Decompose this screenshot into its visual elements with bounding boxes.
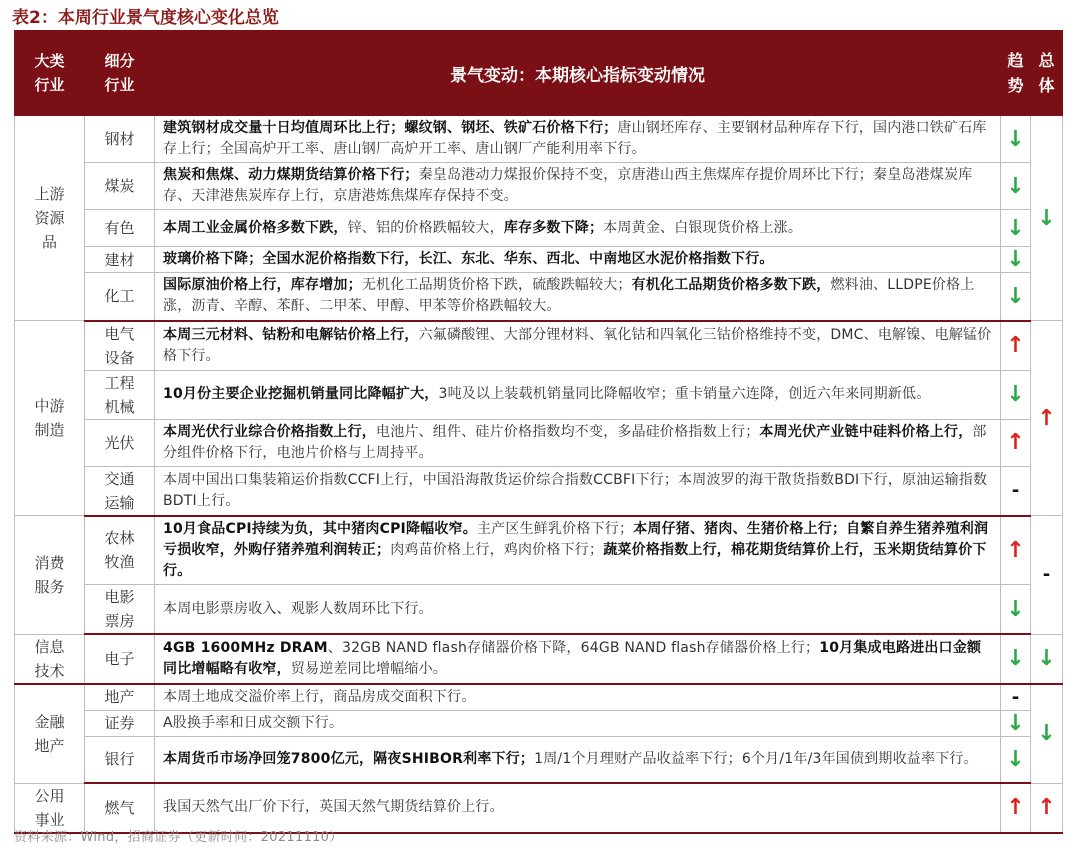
description-cell bbox=[155, 684, 1001, 711]
subcategory-label: 化工 bbox=[104, 287, 135, 306]
category-label: 信息 bbox=[34, 637, 65, 656]
trend-down-icon: ↓ bbox=[1001, 273, 1031, 321]
highlight-text: 有机化工品期货价格多数下跌， bbox=[631, 277, 831, 294]
description-text: 1周/1个月理财产品收益率下行；6个月/1年/3年国债到期收益率下行。 bbox=[534, 750, 978, 767]
subcategory-label: 地产 bbox=[104, 688, 135, 706]
category-cell bbox=[15, 321, 85, 516]
subcategory-label: 银行 bbox=[104, 750, 135, 769]
highlight-text: 建筑钢材成交量十日均值周环比上行；螺纹钢、钢坯、铁矿石价格下行； bbox=[163, 120, 618, 136]
subcategory-cell bbox=[85, 163, 155, 210]
table-row bbox=[15, 370, 1063, 419]
overall-flat-icon: - bbox=[1031, 516, 1063, 635]
description-text: 、32GB NAND flash存储器价格下降，64GB NAND flash存储器价格上行； bbox=[327, 639, 820, 656]
subcategory-label: 燃气 bbox=[104, 798, 135, 817]
overall-up-icon: ↑ bbox=[1031, 783, 1063, 833]
table-row bbox=[15, 210, 1063, 247]
category-label: 资源 bbox=[34, 209, 65, 227]
trend-up-icon: ↑ bbox=[1001, 419, 1031, 466]
subcategory-label: 建材 bbox=[104, 250, 135, 269]
subcategory-label: 牧渔 bbox=[104, 553, 135, 572]
category-label: 制造 bbox=[34, 421, 65, 439]
overall-up-icon: ↑ bbox=[1031, 321, 1063, 516]
highlight-text: 4GB 1600MHz DRAM bbox=[163, 639, 328, 656]
description-text: 本周电影票房收入、观影人数周环比下行。 bbox=[163, 600, 433, 617]
trend-down-icon: ↓ bbox=[1001, 210, 1031, 247]
highlight-text: 本周光伏产业链中硅料价格上行， bbox=[759, 423, 973, 440]
trend-up-icon: ↑ bbox=[1001, 321, 1031, 371]
header-category: 大类 行业 bbox=[15, 31, 85, 116]
table-row bbox=[15, 163, 1063, 210]
subcategory-cell bbox=[85, 585, 155, 635]
table-row bbox=[15, 116, 1063, 163]
description-text: 贸易逆差同比增幅缩小。 bbox=[290, 660, 448, 677]
description-cell bbox=[155, 516, 1001, 585]
overall-down-icon: ↓ bbox=[1031, 684, 1063, 784]
category-label: 金融 bbox=[34, 712, 65, 731]
header-main: 景气变动：本期核心指标变动情况 bbox=[155, 31, 1001, 116]
highlight-text: 本周货币市场净回笼7800亿元，隔夜SHIBOR利率下行； bbox=[163, 750, 535, 767]
highlight-text: 本周仔猪、猪肉、生猪价格上行；自繁自养生猪养殖利润亏损收窄，外购仔猪养殖利润转正； bbox=[163, 520, 989, 558]
subcategory-cell bbox=[85, 634, 155, 684]
description-cell bbox=[155, 466, 1001, 516]
category-label: 技术 bbox=[34, 661, 65, 680]
highlight-text: 10月集成电路进出口金额同比增幅略有收窄， bbox=[163, 639, 982, 677]
trend-up-icon: ↑ bbox=[1001, 783, 1031, 833]
subcategory-label: 电气 bbox=[104, 324, 135, 343]
overall-down-icon: ↓ bbox=[1031, 634, 1063, 684]
highlight-text: 国际原油价格上行，库存增加； bbox=[163, 277, 362, 294]
description-text: 本周土地成交溢价率上行，商品房成交面积下行。 bbox=[163, 688, 476, 705]
highlight-text: 玻璃价格下降；全国水泥价格指数下行，长江、东北、华东、西北、中南地区水泥价格指数下行。 bbox=[163, 251, 774, 267]
category-label: 消费 bbox=[34, 553, 65, 572]
category-label: 服务 bbox=[34, 577, 65, 596]
trend-down-icon: ↓ bbox=[1001, 163, 1031, 210]
table-row bbox=[15, 684, 1063, 711]
highlight-text: 本周工业金属价格多数下跌， bbox=[163, 219, 348, 236]
highlight-text: 焦炭和焦煤、动力煤期货结算价格下行； bbox=[163, 167, 419, 183]
subcategory-cell bbox=[85, 370, 155, 419]
highlight-text: 库存多数下降； bbox=[503, 219, 604, 236]
category-cell bbox=[15, 116, 85, 321]
trend-down-icon: ↓ bbox=[1001, 634, 1031, 684]
description-cell bbox=[155, 273, 1001, 321]
description-text: 我国天然气出厂价下行，英国天然气期货结算价上行。 bbox=[163, 799, 504, 816]
description-text: 本周黄金、白银现货价格上涨。 bbox=[603, 219, 803, 236]
category-label: 品 bbox=[41, 233, 57, 251]
subcategory-label: 工程 bbox=[104, 373, 135, 392]
subcategory-label: 机械 bbox=[104, 397, 135, 416]
table-row bbox=[15, 736, 1063, 783]
description-cell bbox=[155, 247, 1001, 273]
header-subcategory: 细分 行业 bbox=[85, 31, 155, 116]
table-row bbox=[15, 247, 1063, 273]
description-text: 主产区生鲜乳价格下行； bbox=[476, 520, 634, 537]
category-label: 上游 bbox=[34, 185, 65, 203]
header-row bbox=[15, 31, 1063, 116]
subcategory-label: 钢材 bbox=[104, 130, 135, 148]
subcategory-cell bbox=[85, 466, 155, 516]
description-text: 3吨及以上装载机销量同比降幅收窄；重卡销量六连降，创近六年来同期新低。 bbox=[438, 386, 931, 402]
subcategory-label: 证券 bbox=[104, 714, 135, 732]
table-row bbox=[15, 466, 1063, 516]
trend-down-icon: ↓ bbox=[1001, 710, 1031, 736]
subcategory-cell bbox=[85, 516, 155, 585]
category-cell bbox=[15, 684, 85, 784]
description-text: 部分组件价格下行，电池片价格与上周持平。 bbox=[163, 423, 987, 461]
trend-down-icon: ↓ bbox=[1001, 736, 1031, 783]
description-cell bbox=[155, 116, 1001, 163]
category-label: 公用 bbox=[34, 786, 65, 805]
table-body bbox=[15, 116, 1063, 833]
table-row bbox=[15, 585, 1063, 635]
subcategory-cell bbox=[85, 684, 155, 711]
highlight-text: 本周三元材料、钴粉和电解钴价格上行， bbox=[163, 326, 419, 343]
description-cell bbox=[155, 210, 1001, 247]
subcategory-label: 运输 bbox=[104, 493, 135, 512]
highlight-text: 本周光伏行业综合价格指数上行， bbox=[163, 423, 376, 440]
subcategory-label: 有色 bbox=[104, 219, 135, 237]
table-row bbox=[15, 419, 1063, 466]
category-cell bbox=[15, 516, 85, 635]
description-text: 锌、铝的价格跌幅较大， bbox=[347, 219, 504, 236]
trend-down-icon: ↓ bbox=[1001, 247, 1031, 273]
table-title: 表2：本周行业景气度核心变化总览 bbox=[12, 8, 279, 28]
trend-down-icon: ↓ bbox=[1001, 585, 1031, 635]
highlight-text: 蔬菜价格指数上行，棉花期货结算价上行，玉米期货结算价下行。 bbox=[163, 541, 987, 579]
industry-table bbox=[14, 30, 1063, 834]
subcategory-label: 电子 bbox=[104, 649, 135, 668]
subcategory-label: 电影 bbox=[104, 588, 135, 606]
description-cell bbox=[155, 736, 1001, 783]
subcategory-label: 煤炭 bbox=[104, 177, 135, 195]
table-row bbox=[15, 321, 1063, 371]
description-cell bbox=[155, 634, 1001, 684]
description-cell bbox=[155, 710, 1001, 736]
description-text: 秦皇岛港动力煤报价保持不变，京唐港山西主焦煤库存提价周环比下行；秦皇岛港煤炭库存、天津港焦炭库存上行，京唐港炼焦煤库存保持不变。 bbox=[163, 167, 973, 204]
category-label: 事业 bbox=[34, 810, 65, 829]
table-row bbox=[15, 634, 1063, 684]
subcategory-label: 交通 bbox=[104, 469, 135, 488]
subcategory-label: 设备 bbox=[104, 348, 135, 367]
subcategory-cell bbox=[85, 321, 155, 371]
subcategory-cell bbox=[85, 210, 155, 247]
subcategory-cell bbox=[85, 116, 155, 163]
category-label: 中游 bbox=[34, 397, 65, 415]
table-row bbox=[15, 710, 1063, 736]
subcategory-label: 票房 bbox=[104, 612, 135, 630]
overall-down-icon: ↓ bbox=[1031, 116, 1063, 321]
source-note: 资料来源：Wind，招商证券（更新时间：20211110） bbox=[14, 830, 343, 845]
category-cell bbox=[15, 634, 85, 684]
description-text: 六氟磷酸锂、大部分锂材料、氧化钴和四氧化三钴价格维持不变，DMC、电解镍、电解锰价格下行。 bbox=[163, 326, 992, 364]
description-cell bbox=[155, 163, 1001, 210]
trend-down-icon: ↓ bbox=[1001, 370, 1031, 419]
description-text: 电池片、组件、硅片价格指数均不变，多晶硅价格指数上行； bbox=[376, 423, 760, 440]
trend-flat-icon: - bbox=[1001, 684, 1031, 711]
description-text: 肉鸡苗价格上行，鸡肉价格下行； bbox=[390, 541, 604, 558]
description-cell bbox=[155, 370, 1001, 419]
header-overall: 总 体 bbox=[1031, 31, 1063, 116]
subcategory-cell bbox=[85, 419, 155, 466]
table-row bbox=[15, 273, 1063, 321]
subcategory-cell bbox=[85, 710, 155, 736]
subcategory-label: 光伏 bbox=[104, 433, 135, 452]
description-cell bbox=[155, 321, 1001, 371]
category-label: 地产 bbox=[34, 736, 65, 755]
subcategory-cell bbox=[85, 736, 155, 783]
description-text: 唐山钢坯库存、主要钢材品种库存下行，国内港口铁矿石库存上行；全国高炉开工率、唐山钢厂高炉开工率、唐山钢厂产能利用率下行。 bbox=[163, 120, 987, 157]
table-row bbox=[15, 516, 1063, 585]
description-text: 本周中国出口集装箱运价指数CCFI上行，中国沿海散货运价综合指数CCBFI下行；本周波罗的海干散货指数BDI下行，原油运输指数BDTI上行。 bbox=[163, 471, 988, 509]
description-text: 无机化工品期货价格下跌，硫酸跌幅较大； bbox=[361, 277, 632, 294]
highlight-text: 10月份主要企业挖掘机销量同比降幅扩大， bbox=[163, 386, 439, 402]
subcategory-label: 农林 bbox=[104, 529, 135, 548]
subcategory-cell bbox=[85, 247, 155, 273]
header-trend: 趋 势 bbox=[1001, 31, 1031, 116]
description-cell bbox=[155, 585, 1001, 635]
description-text: 燃料油、LLDPE价格上涨，沥青、辛醇、苯酐、二甲苯、甲醇、甲苯等价格跌幅较大。 bbox=[163, 277, 975, 315]
trend-flat-icon: - bbox=[1001, 466, 1031, 516]
trend-down-icon: ↓ bbox=[1001, 116, 1031, 163]
trend-up-icon: ↑ bbox=[1001, 516, 1031, 585]
description-cell bbox=[155, 419, 1001, 466]
description-text: A股换手率和日成交额下行。 bbox=[163, 714, 344, 731]
highlight-text: 10月食品CPI持续为负，其中猪肉CPI降幅收窄。 bbox=[163, 520, 477, 537]
subcategory-cell bbox=[85, 273, 155, 321]
